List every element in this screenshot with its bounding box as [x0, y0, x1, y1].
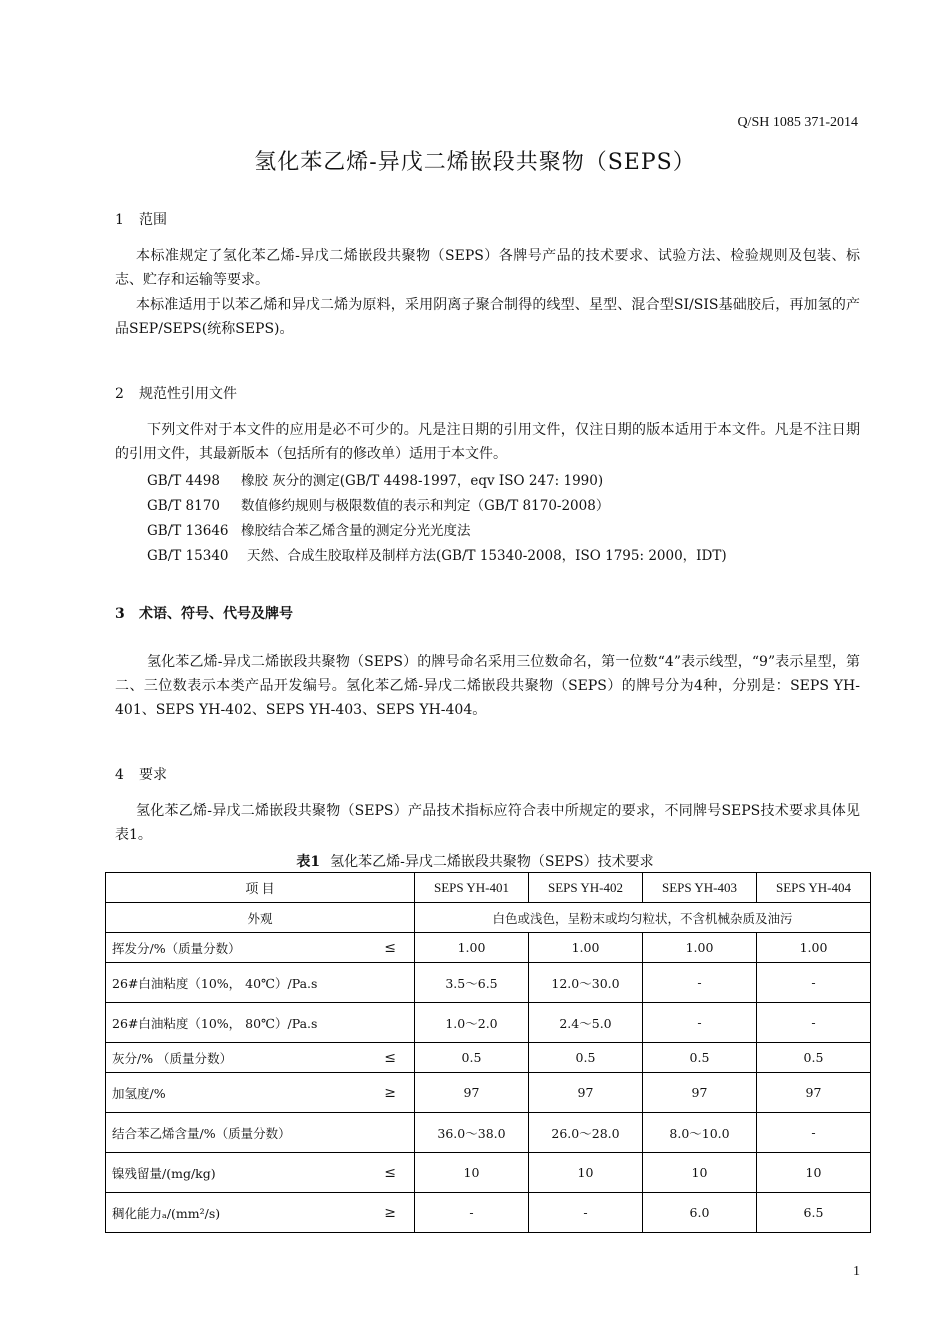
- standard-code: Q/SH 1085 371-2014: [737, 115, 858, 130]
- value-cell: -: [415, 1193, 529, 1233]
- header-cell: SEPS YH-402: [529, 873, 643, 903]
- value-cell: 0.5: [757, 1043, 871, 1073]
- item-cell: [106, 1003, 415, 1043]
- table-row: [106, 1113, 871, 1153]
- header-cell: SEPS YH-404: [757, 873, 871, 903]
- table-row: [106, 1043, 871, 1073]
- reference-item: [147, 494, 609, 514]
- table-row: [106, 933, 871, 963]
- comparison-operator: ≤: [384, 1164, 396, 1181]
- section-title: 术语、符号、代号及牌号: [139, 606, 293, 622]
- item-cell: [106, 1073, 415, 1113]
- value-cell: 12.0～30.0: [529, 963, 643, 1003]
- value-cell: 10: [643, 1153, 757, 1193]
- section-1-paragraph-1: 本标准规定了氢化苯乙烯-异戊二烯嵌段共聚物（SEPS）各牌号产品的技术要求、试验方法、检验规则及包装、标志、贮存和运输等要求。: [115, 248, 860, 288]
- section-number: 4: [115, 767, 124, 783]
- section-2-heading: [115, 383, 237, 403]
- value-cell: -: [529, 1193, 643, 1233]
- section-number: 2: [115, 386, 124, 402]
- value-cell: 1.0～2.0: [415, 1003, 529, 1043]
- value-cell: 8.0～10.0: [643, 1113, 757, 1153]
- section-3-paragraph-1: 氢化苯乙烯-异戊二烯嵌段共聚物（SEPS）的牌号命名采用三位数命名，第一位数“4”表示线型，“9”表示星型，第二、三位数表示本类产品开发编号。氢化苯乙烯-异戊二烯嵌段共聚物（SEPS）的牌号分为4种，分别是：SEPS YH-401、SEPS YH-402、SEPS YH-403、SEPS YH-404。: [115, 654, 860, 718]
- reference-text: 数值修约规则与极限数值的表示和判定（GB/T 8170-2008）: [241, 498, 610, 514]
- value-cell: 10: [529, 1153, 643, 1193]
- item-label: 26#白油粘度（10%， 40℃）/Pa.s: [112, 975, 318, 991]
- section-number: 3: [115, 606, 125, 622]
- reference-item: [147, 519, 471, 539]
- value-cell: 97: [757, 1073, 871, 1113]
- table-row: [106, 1003, 871, 1043]
- value-cell: 3.5～6.5: [415, 963, 529, 1003]
- table-row: [106, 963, 871, 1003]
- value-cell: 0.5: [529, 1043, 643, 1073]
- reference-code: GB/T 8170: [147, 498, 220, 514]
- reference-item: [147, 469, 603, 489]
- comparison-operator: ≥: [384, 1204, 396, 1221]
- item-label: 灰分/% （质量分数）: [112, 1050, 233, 1066]
- section-number: 1: [115, 212, 124, 228]
- reference-text: 天然、合成生胶取样及制样方法(GB/T 15340-2008，ISO 1795: 2000，IDT): [247, 548, 727, 564]
- item-label: 结合苯乙烯含量/%（质量分数）: [112, 1125, 291, 1141]
- section-title: 要求: [139, 767, 167, 783]
- section-title: 规范性引用文件: [139, 386, 237, 402]
- item-label: 加氢度/%: [112, 1085, 166, 1101]
- item-label: 挥发分/%（质量分数）: [112, 940, 241, 956]
- value-cell: -: [757, 1113, 871, 1153]
- spec-table: [105, 872, 871, 1233]
- value-cell: -: [643, 1003, 757, 1043]
- value-cell: 白色或浅色，呈粉末或均匀粒状，不含机械杂质及油污: [415, 903, 871, 933]
- value-cell: 36.0～38.0: [415, 1113, 529, 1153]
- table-row: [106, 1153, 871, 1193]
- item-label: 稠化能力ₐ/(mm²/s): [112, 1205, 221, 1221]
- value-cell: 26.0～28.0: [529, 1113, 643, 1153]
- value-cell: -: [757, 1003, 871, 1043]
- value-cell: 1.00: [643, 933, 757, 963]
- reference-item: [147, 544, 727, 564]
- item-cell: [106, 1113, 415, 1153]
- table-row: [106, 1073, 871, 1113]
- value-cell: 6.0: [643, 1193, 757, 1233]
- reference-code: GB/T 15340: [147, 548, 229, 564]
- value-cell: 10: [415, 1153, 529, 1193]
- value-cell: 0.5: [643, 1043, 757, 1073]
- page-number: 1: [853, 1264, 860, 1279]
- value-cell: 2.4～5.0: [529, 1003, 643, 1043]
- item-cell: [106, 963, 415, 1003]
- value-cell: 1.00: [757, 933, 871, 963]
- reference-code: GB/T 4498: [147, 473, 220, 489]
- table-header-row: [106, 873, 871, 903]
- table-row: [106, 903, 871, 933]
- table-row: [106, 1193, 871, 1233]
- section-1-paragraph-2: 本标准适用于以苯乙烯和异戊二烯为原料，采用阴离子聚合制得的线型、星型、混合型SI/SIS基础胶后，再加氢的产品SEP/SEPS(统称SEPS)。: [115, 297, 860, 337]
- value-cell: -: [643, 963, 757, 1003]
- item-cell: 外观: [106, 903, 415, 933]
- section-2-paragraph-1: 下列文件对于本文件的应用是必不可少的。凡是注日期的引用文件，仅注日期的版本适用于本文件。凡是不注日期的引用文件，其最新版本（包括所有的修改单）适用于本文件。: [115, 422, 860, 462]
- section-title: 范围: [139, 212, 167, 228]
- item-cell: [106, 933, 415, 963]
- item-cell: [106, 1153, 415, 1193]
- header-cell: SEPS YH-401: [415, 873, 529, 903]
- section-3-heading: [115, 603, 293, 623]
- reference-code: GB/T 13646: [147, 523, 229, 539]
- comparison-operator: ≤: [384, 1049, 396, 1066]
- value-cell: 0.5: [415, 1043, 529, 1073]
- value-cell: 97: [529, 1073, 643, 1113]
- header-cell: SEPS YH-403: [643, 873, 757, 903]
- value-cell: 10: [757, 1153, 871, 1193]
- value-cell: 1.00: [529, 933, 643, 963]
- value-cell: 97: [415, 1073, 529, 1113]
- item-label: 镍残留量/(mg/kg): [112, 1165, 216, 1181]
- value-cell: -: [757, 963, 871, 1003]
- table-caption: [0, 851, 950, 871]
- section-4-heading: [115, 764, 167, 784]
- item-cell: [106, 1043, 415, 1073]
- section-4-paragraph-1: 氢化苯乙烯-异戊二烯嵌段共聚物（SEPS）产品技术指标应符合表中所规定的要求，不同牌号SEPS技术要求具体见表1。: [115, 803, 860, 843]
- comparison-operator: ≤: [384, 939, 396, 956]
- section-1-heading: [115, 209, 167, 229]
- value-cell: 97: [643, 1073, 757, 1113]
- comparison-operator: ≥: [384, 1084, 396, 1101]
- value-cell: 1.00: [415, 933, 529, 963]
- table-caption-text: 氢化苯乙烯-异戊二烯嵌段共聚物（SEPS）技术要求: [330, 854, 654, 870]
- reference-text: 橡胶结合苯乙烯含量的测定分光光度法: [241, 523, 471, 539]
- value-cell: 6.5: [757, 1193, 871, 1233]
- header-cell: 项 目: [106, 873, 415, 903]
- reference-text: 橡胶 灰分的测定(GB/T 4498-1997，eqv ISO 247: 1990): [241, 473, 604, 489]
- table-caption-label: 表1: [296, 854, 321, 870]
- document-title: 氢化苯乙烯-异戊二烯嵌段共聚物（SEPS）: [254, 150, 696, 175]
- item-label: 26#白油粘度（10%， 80℃）/Pa.s: [112, 1015, 318, 1031]
- item-cell: [106, 1193, 415, 1233]
